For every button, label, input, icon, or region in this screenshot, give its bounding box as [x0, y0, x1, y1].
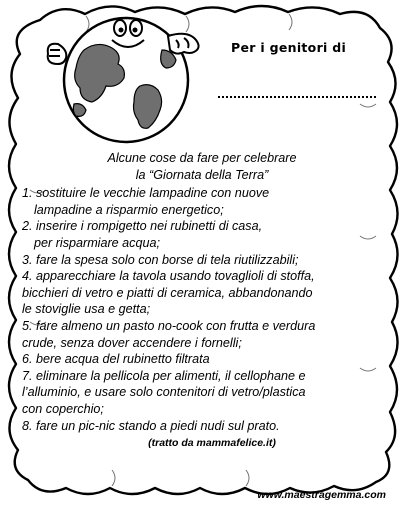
list-item-line: 7. eliminare la pellicola per alimenti, il cellophane e	[22, 368, 306, 383]
list-item-line: le stoviglie usa e getta;	[22, 302, 151, 317]
source-credit: (tratto da mammafelice.it)	[148, 437, 276, 450]
intro-line-2: la “Giornata della Terra”	[135, 167, 269, 182]
list-item-line: l’alluminio, e usare solo contenitori di vetro/plastica	[22, 385, 306, 400]
list-item	[22, 268, 382, 318]
list-item-line: 1. sostituire le vecchie lampadine con nuove	[22, 186, 270, 201]
list-item-line: 8. fare un pic-nic stando a piedi nudi sul prato.	[22, 418, 280, 433]
list-item	[22, 252, 382, 269]
parents-header-label: Per i genitori di	[231, 40, 347, 55]
list-item-line: 3. fare la spesa solo con borse di tela riutilizzabili;	[22, 252, 299, 267]
website-footer: www.maestragemma.com	[257, 489, 386, 501]
list-item-line: lampadine a risparmio energetico;	[34, 202, 224, 217]
list-item-line: crude, senza dover accendere i fornelli;	[22, 335, 242, 350]
list-item-line: bicchieri di vetro e piatti di ceramica, abbandonando	[22, 285, 313, 300]
list-item-line: 2. inserire i rompigetto nei rubinetti di casa,	[22, 219, 263, 234]
name-blank-line	[218, 96, 376, 98]
intro-line-1: Alcune cose da fare per celebrare	[107, 151, 297, 165]
list-item-line: 6. bere acqua del rubinetto filtrata	[22, 352, 210, 367]
list-item	[22, 368, 382, 418]
list-item	[22, 318, 382, 351]
list-item-line: per risparmiare acqua;	[34, 235, 160, 250]
earth-mascot-icon	[44, 6, 214, 146]
intro-heading	[22, 150, 382, 183]
list-item	[22, 418, 382, 435]
list-item-line: con coperchio;	[22, 401, 104, 416]
list-item	[22, 218, 382, 251]
list-item-line: 5. fare almeno un pasto no-cook con frutta e verdura	[22, 318, 316, 333]
list-item	[22, 351, 382, 368]
earth-day-list	[22, 185, 382, 434]
list-item-line: 4. apparecchiare la tavola usando tovaglioli di stoffa,	[22, 269, 315, 284]
list-item	[22, 185, 382, 218]
main-text-block	[22, 150, 382, 452]
